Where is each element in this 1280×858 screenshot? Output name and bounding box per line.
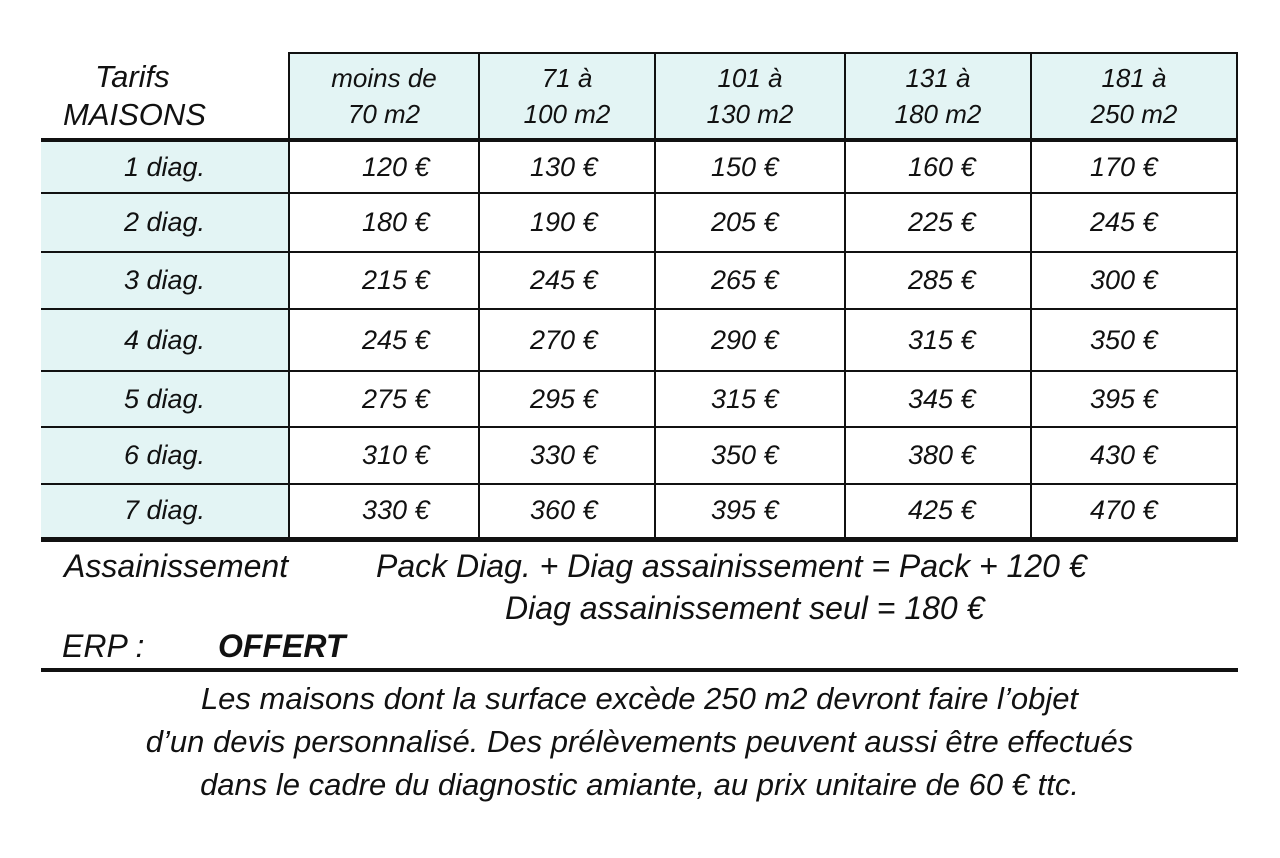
column-header: moins de 70 m2 [289,53,479,140]
footer-note-line: dans le cadre du diagnostic amiante, au prix unitaire de 60 € ttc. [200,767,1079,802]
price-cell: 275 € [289,371,479,427]
footer-note-line: Les maisons dont la surface excède 250 m2 devront faire l’objet [200,681,1079,716]
table-title-line1: Tarifs [95,58,170,94]
price-cell: 395 € [1031,371,1237,427]
price-cell: 150 € [655,140,845,193]
price-cell: 345 € [845,371,1031,427]
footer-note [41,677,1238,806]
price-cell: 180 € [289,193,479,252]
row-label: 3 diag. [41,252,289,309]
price-cell: 245 € [1031,193,1237,252]
price-cell: 170 € [1031,140,1237,193]
column-header: 181 à 250 m2 [1031,53,1237,140]
price-cell: 310 € [289,427,479,484]
price-cell: 265 € [655,252,845,309]
price-cell: 245 € [289,309,479,371]
price-cell: 315 € [655,371,845,427]
table-row [41,252,1237,309]
footer-note-line: d’un devis personnalisé. Des prélèvements peuvent aussi être effectués [145,724,1134,759]
price-table [41,52,1238,542]
row-label: 4 diag. [41,309,289,371]
erp-label: ERP : [62,628,145,664]
price-cell: 470 € [1031,484,1237,539]
row-label: 6 diag. [41,427,289,484]
price-cell: 300 € [1031,252,1237,309]
price-cell: 330 € [289,484,479,539]
assainissement-seul-line: Diag assainissement seul = 180 € [505,590,985,626]
row-label: 5 diag. [41,371,289,427]
divider [41,668,1238,672]
table-header-row [41,53,1237,140]
table-row [41,427,1237,484]
price-cell: 315 € [845,309,1031,371]
table-row [41,484,1237,539]
price-cell: 295 € [479,371,655,427]
price-cell: 360 € [479,484,655,539]
price-cell: 330 € [479,427,655,484]
table-row [41,193,1237,252]
row-label: 7 diag. [41,484,289,539]
price-cell: 290 € [655,309,845,371]
column-header: 131 à 180 m2 [845,53,1031,140]
table-title [41,53,289,140]
price-cell: 225 € [845,193,1031,252]
row-label: 2 diag. [41,193,289,252]
column-header: 101 à 130 m2 [655,53,845,140]
price-cell: 190 € [479,193,655,252]
price-cell: 270 € [479,309,655,371]
price-cell: 285 € [845,252,1031,309]
price-cell: 395 € [655,484,845,539]
price-cell: 430 € [1031,427,1237,484]
price-cell: 245 € [479,252,655,309]
table-row [41,309,1237,371]
table-title-line2: MAISONS [63,96,206,132]
price-cell: 160 € [845,140,1031,193]
price-cell: 380 € [845,427,1031,484]
assainissement-pack-line: Pack Diag. + Diag assainissement = Pack + 120 € [376,548,1087,584]
table-row [41,371,1237,427]
price-cell: 425 € [845,484,1031,539]
price-cell: 120 € [289,140,479,193]
price-cell: 215 € [289,252,479,309]
price-cell: 350 € [655,427,845,484]
price-cell: 350 € [1031,309,1237,371]
price-cell: 130 € [479,140,655,193]
table-row [41,140,1237,193]
price-cell: 205 € [655,193,845,252]
assainissement-label: Assainissement [64,548,289,584]
column-header: 71 à 100 m2 [479,53,655,140]
erp-value: OFFERT [218,628,346,664]
row-label: 1 diag. [41,140,289,193]
